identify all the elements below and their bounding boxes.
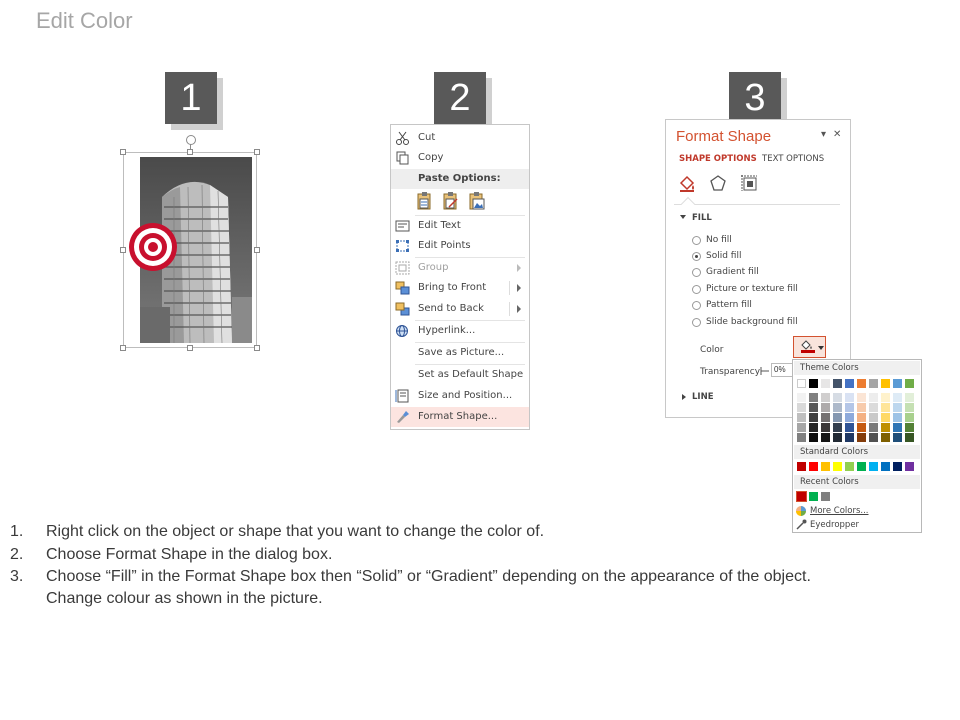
line-collapsed-arrow-icon[interactable] (682, 394, 686, 400)
standard-color-swatch[interactable] (821, 462, 830, 471)
theme-color-tint-swatch[interactable] (833, 433, 842, 442)
resize-handle-s[interactable] (187, 345, 193, 351)
menu-item-label: Edit Points (418, 240, 471, 251)
menu-item-label: Set as Default Shape (418, 369, 524, 380)
resize-handle-e[interactable] (254, 247, 260, 253)
category-icons (678, 174, 758, 192)
radio-no-fill[interactable] (692, 235, 732, 245)
fill-section-header[interactable]: FILL (692, 213, 712, 223)
radio-slide-background-fill[interactable] (692, 317, 798, 327)
menu-item-size-and-position[interactable] (391, 386, 529, 406)
theme-color-tint-swatch[interactable] (833, 413, 842, 422)
theme-color-tint-swatch[interactable] (857, 393, 866, 402)
tab-indicator (681, 197, 695, 211)
radio-label: Pattern fill (706, 300, 752, 310)
theme-color-swatch[interactable] (809, 379, 818, 388)
theme-colors-header: Theme Colors (794, 361, 920, 375)
theme-color-swatch[interactable] (797, 379, 806, 388)
step-text: Change colour as shown in the picture. (46, 590, 323, 607)
theme-color-tint-swatch[interactable] (869, 413, 878, 422)
transparency-slider[interactable] (760, 366, 770, 376)
current-color-swatch (801, 350, 815, 353)
theme-color-tint-swatch[interactable] (869, 393, 878, 402)
theme-color-swatch[interactable] (893, 379, 902, 388)
theme-color-tint-swatch[interactable] (845, 393, 854, 402)
theme-color-tint-swatch[interactable] (809, 433, 818, 442)
fill-expanded-arrow-icon[interactable] (680, 215, 686, 219)
paste-picture-icon[interactable] (467, 191, 487, 211)
step-number: 3. (10, 568, 24, 585)
eyedropper-option[interactable]: Eyedropper (810, 520, 860, 530)
edit-text-icon (395, 219, 410, 233)
submenu-arrow-icon[interactable] (517, 305, 521, 313)
paint-bucket-icon (800, 339, 814, 350)
radio-button[interactable] (692, 268, 701, 277)
menu-item-label: Cut (418, 132, 436, 143)
more-colors-link[interactable]: More Colors... (810, 506, 869, 516)
radio-label: Gradient fill (706, 267, 759, 277)
theme-color-tint-swatch[interactable] (833, 393, 842, 402)
resize-handle-n[interactable] (187, 149, 193, 155)
theme-color-tint-swatch[interactable] (857, 413, 866, 422)
radio-picture-texture-fill[interactable] (692, 284, 798, 294)
theme-color-tint-swatch[interactable] (905, 423, 914, 432)
theme-color-tint-swatch[interactable] (845, 423, 854, 432)
color-wheel-icon (795, 505, 807, 517)
theme-color-tint-swatch[interactable] (809, 423, 818, 432)
theme-color-swatch[interactable] (845, 379, 854, 388)
paste-keep-source-icon[interactable] (415, 191, 435, 211)
radio-button[interactable] (692, 318, 701, 327)
menu-item-label: Copy (418, 152, 444, 163)
submenu-arrow-icon (517, 264, 521, 272)
eyedropper-icon (795, 519, 807, 531)
theme-color-tint-swatch[interactable] (845, 433, 854, 442)
paste-options-label: Paste Options: (418, 173, 501, 184)
recent-colors-header: Recent Colors (794, 475, 920, 489)
recent-color-swatch[interactable] (821, 492, 830, 501)
radio-label: No fill (706, 235, 732, 245)
menu-item-label: Save as Picture... (418, 347, 505, 358)
step-badge-3: 3 (729, 72, 781, 124)
menu-item-edit-points[interactable] (391, 236, 529, 256)
radio-gradient-fill[interactable] (692, 267, 759, 277)
theme-color-tint-swatch[interactable] (833, 423, 842, 432)
effects-icon[interactable] (709, 174, 727, 192)
menu-item-label: Hyperlink... (418, 325, 476, 336)
menu-item-label: Format Shape... (418, 411, 498, 422)
theme-color-tint-swatch[interactable] (893, 403, 902, 412)
pane-divider (674, 204, 840, 205)
theme-color-tint-swatch[interactable] (905, 413, 914, 422)
rotate-handle[interactable] (186, 135, 196, 145)
theme-color-tint-swatch[interactable] (821, 393, 830, 402)
menu-item-hyperlink[interactable] (391, 321, 529, 341)
transparency-input[interactable]: 0% (771, 363, 793, 377)
standard-color-swatch[interactable] (857, 462, 866, 471)
radio-label: Picture or texture fill (706, 284, 798, 294)
tab-text-options[interactable]: TEXT OPTIONS (762, 154, 825, 164)
split-separator (509, 281, 510, 295)
radio-button[interactable] (692, 236, 701, 245)
resize-handle-w[interactable] (120, 247, 126, 253)
standard-color-swatch[interactable] (833, 462, 842, 471)
theme-color-tint-swatch[interactable] (797, 403, 806, 412)
menu-item-set-default-shape[interactable] (391, 365, 529, 385)
theme-color-tint-swatch[interactable] (797, 423, 806, 432)
step-number: 1. (10, 523, 24, 540)
theme-color-tint-swatch[interactable] (905, 403, 914, 412)
theme-color-swatch[interactable] (821, 379, 830, 388)
menu-item-label: Group (418, 262, 449, 273)
theme-color-tint-swatch[interactable] (881, 413, 890, 422)
step-text: Right click on the object or shape that you want to change the color of. (46, 523, 545, 540)
color-label: Color (700, 345, 724, 355)
paste-options (415, 191, 487, 211)
theme-color-tint-swatch[interactable] (893, 433, 902, 442)
paste-options-header (391, 169, 529, 189)
theme-color-tint-swatch[interactable] (845, 403, 854, 412)
radio-solid-fill[interactable] (692, 251, 741, 261)
theme-color-tint-swatch[interactable] (845, 413, 854, 422)
step-number: 2. (10, 546, 24, 563)
standard-color-swatch[interactable] (893, 462, 902, 471)
theme-color-tint-swatch[interactable] (857, 433, 866, 442)
resize-handle-sw[interactable] (120, 345, 126, 351)
tab-shape-options[interactable]: SHAPE OPTIONS (679, 154, 757, 164)
standard-color-swatch[interactable] (809, 462, 818, 471)
standard-color-swatch[interactable] (905, 462, 914, 471)
menu-item-label: Send to Back (418, 303, 484, 314)
menu-item-edit-text[interactable] (391, 216, 529, 236)
size-position-icon (395, 389, 410, 403)
scissors-icon (395, 131, 410, 145)
resize-handle-nw[interactable] (120, 149, 126, 155)
theme-color-tint-swatch[interactable] (797, 393, 806, 402)
menu-item-format-shape[interactable] (391, 407, 529, 427)
theme-color-tint-swatch[interactable] (869, 433, 878, 442)
resize-handle-ne[interactable] (254, 149, 260, 155)
menu-item-bring-to-front[interactable] (391, 278, 529, 298)
theme-color-tint-swatch[interactable] (857, 423, 866, 432)
menu-item-label: Size and Position... (418, 390, 513, 401)
split-separator (509, 302, 510, 316)
theme-color-tint-swatch[interactable] (881, 423, 890, 432)
theme-color-tint-swatch[interactable] (869, 423, 878, 432)
theme-color-tint-swatch[interactable] (893, 393, 902, 402)
step-text: Choose Format Shape in the dialog box. (46, 546, 333, 563)
theme-color-tint-swatch[interactable] (869, 403, 878, 412)
theme-color-tint-swatch[interactable] (809, 393, 818, 402)
theme-color-tint-swatch[interactable] (797, 413, 806, 422)
group-icon (395, 261, 410, 275)
theme-color-tint-swatch[interactable] (893, 413, 902, 422)
theme-color-swatch[interactable] (905, 379, 914, 388)
theme-color-swatch[interactable] (869, 379, 878, 388)
slide-title: Edit Color (36, 8, 133, 33)
radio-button[interactable] (692, 301, 701, 310)
theme-color-tint-swatch[interactable] (821, 433, 830, 442)
radio-button[interactable] (692, 285, 701, 294)
line-section-header[interactable]: LINE (692, 392, 714, 402)
context-menu (390, 124, 530, 430)
radio-label: Solid fill (706, 251, 742, 261)
standard-color-swatch[interactable] (869, 462, 878, 471)
theme-color-tint-swatch[interactable] (893, 423, 902, 432)
pane-options-icon[interactable]: ▾ (821, 129, 827, 140)
theme-color-tint-swatch[interactable] (821, 423, 830, 432)
menu-item-label: Bring to Front (418, 282, 487, 293)
step-badge-2: 2 (434, 72, 486, 124)
color-palette-dropdown (792, 359, 922, 533)
theme-color-tint-swatch[interactable] (881, 403, 890, 412)
menu-item-send-to-back[interactable] (391, 299, 529, 319)
recent-color-swatch[interactable] (809, 492, 818, 501)
theme-color-tint-swatch[interactable] (905, 433, 914, 442)
close-icon[interactable]: ✕ (833, 129, 842, 140)
radio-pattern-fill[interactable] (692, 300, 752, 310)
edit-points-icon (395, 239, 410, 253)
theme-color-swatch[interactable] (833, 379, 842, 388)
radio-button[interactable] (692, 252, 701, 261)
fill-line-icon[interactable] (678, 174, 696, 192)
theme-color-tint-swatch[interactable] (905, 393, 914, 402)
menu-item-copy[interactable] (391, 148, 529, 168)
menu-item-group[interactable] (391, 258, 529, 278)
theme-color-tint-swatch[interactable] (809, 413, 818, 422)
transparency-label: Transparency (700, 367, 761, 377)
standard-color-swatch[interactable] (881, 462, 890, 471)
menu-item-cut[interactable] (391, 128, 529, 148)
theme-color-tint-swatch[interactable] (881, 433, 890, 442)
color-picker-button[interactable] (793, 336, 826, 358)
theme-color-tint-swatch[interactable] (821, 403, 830, 412)
theme-color-tint-swatch[interactable] (821, 413, 830, 422)
step-text: Choose “Fill” in the Format Shape box then “Solid” or “Gradient” depending on the appearance of the object. (46, 568, 811, 585)
size-properties-icon[interactable] (740, 174, 758, 192)
target-icon (128, 222, 178, 272)
step-badge-1: 1 (165, 72, 217, 124)
theme-color-tint-swatch[interactable] (797, 433, 806, 442)
menu-item-save-as-picture[interactable] (391, 343, 529, 363)
dropdown-caret-icon (818, 346, 824, 350)
send-to-back-icon (395, 302, 410, 316)
paste-use-destination-icon[interactable] (441, 191, 461, 211)
standard-color-swatch[interactable] (845, 462, 854, 471)
radio-label: Slide background fill (706, 317, 798, 327)
resize-handle-se[interactable] (254, 345, 260, 351)
pane-title: Format Shape (676, 128, 772, 145)
copy-icon (395, 151, 410, 165)
format-shape-icon (395, 410, 410, 424)
theme-color-swatch[interactable] (881, 379, 890, 388)
theme-color-tint-swatch[interactable] (857, 403, 866, 412)
theme-color-tint-swatch[interactable] (881, 393, 890, 402)
standard-colors-header: Standard Colors (794, 445, 920, 459)
submenu-arrow-icon[interactable] (517, 284, 521, 292)
theme-color-tint-swatch[interactable] (809, 403, 818, 412)
theme-color-swatch[interactable] (857, 379, 866, 388)
menu-item-label: Edit Text (418, 220, 461, 231)
bring-to-front-icon (395, 281, 410, 295)
recent-color-swatch[interactable] (797, 492, 806, 501)
standard-color-swatch[interactable] (797, 462, 806, 471)
theme-color-tint-swatch[interactable] (833, 403, 842, 412)
hyperlink-icon (395, 324, 410, 338)
